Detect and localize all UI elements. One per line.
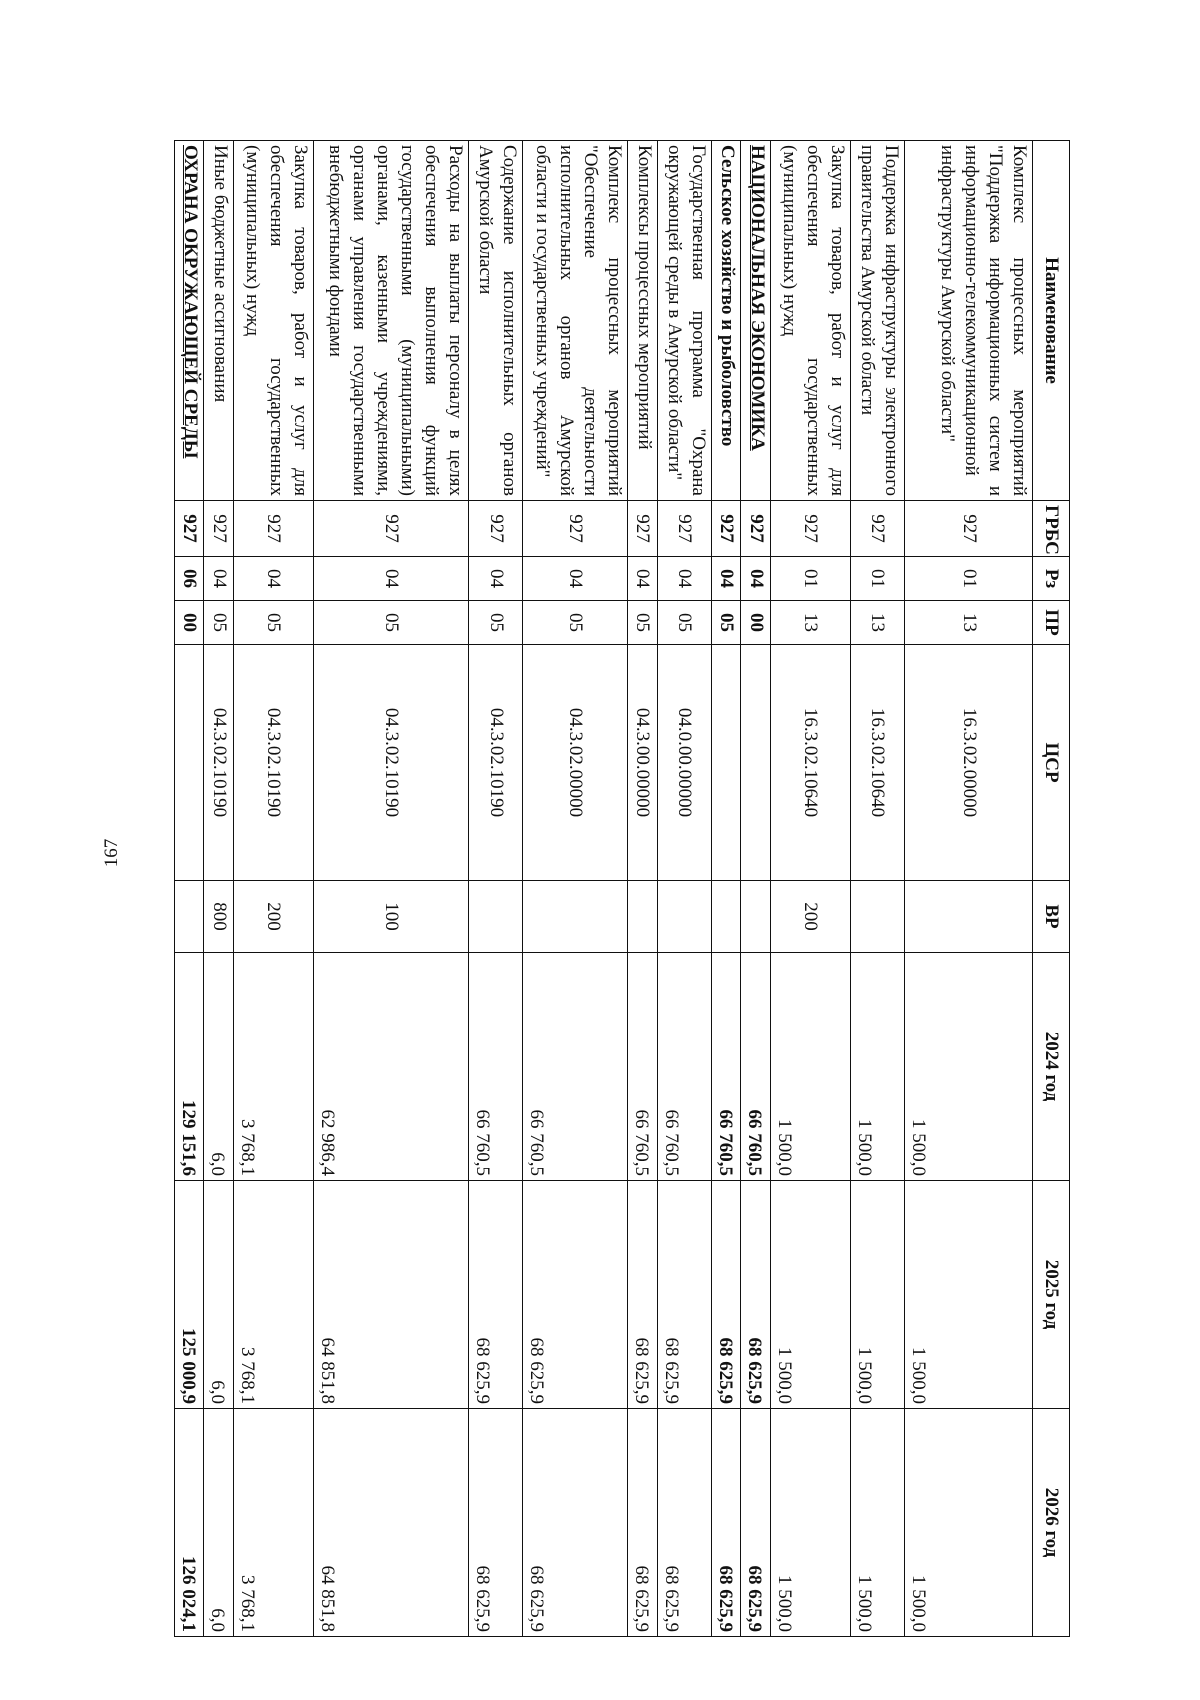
row-2026: 64 851,8 xyxy=(313,1409,468,1637)
row-2025: 68 625,9 xyxy=(657,1181,712,1409)
header-row xyxy=(1033,141,1070,1637)
row-2024: 129 151,6 xyxy=(175,953,205,1181)
row-rz: 01 xyxy=(905,557,1033,601)
row-pr: 05 xyxy=(628,601,657,645)
row-csr: 04.3.02.10190 xyxy=(468,645,523,881)
row-csr xyxy=(175,645,205,881)
row-2024: 1 500,0 xyxy=(905,953,1033,1181)
row-2026: 68 625,9 xyxy=(712,1409,741,1637)
table-row xyxy=(712,141,741,1637)
table-row xyxy=(523,141,628,1637)
row-grbs: 927 xyxy=(313,501,468,557)
row-pr: 05 xyxy=(204,601,233,645)
table-row xyxy=(905,141,1033,1637)
row-csr xyxy=(741,645,770,881)
header-2024: 2024 год xyxy=(1033,953,1070,1181)
row-grbs: 927 xyxy=(741,501,770,557)
row-rz: 04 xyxy=(712,557,741,601)
row-2024: 3 768,1 xyxy=(233,953,313,1181)
row-vr: 200 xyxy=(233,881,313,953)
row-pr: 13 xyxy=(850,601,905,645)
row-pr: 13 xyxy=(905,601,1033,645)
row-2025: 68 625,9 xyxy=(523,1181,628,1409)
row-name: Закупка товаров, работ и услуг для обеспечения государственных (муниципальных) нужд xyxy=(770,141,850,501)
row-csr: 04.3.00.00000 xyxy=(628,645,657,881)
table-row xyxy=(770,141,850,1637)
table-row xyxy=(204,141,233,1637)
row-csr: 16.3.02.10640 xyxy=(850,645,905,881)
row-2025: 3 768,1 xyxy=(233,1181,313,1409)
row-vr xyxy=(523,881,628,953)
row-name: Поддержка инфраструктуры электронного правительства Амурской области xyxy=(850,141,905,501)
row-2026: 3 768,1 xyxy=(233,1409,313,1637)
row-2024: 66 760,5 xyxy=(712,953,741,1181)
budget-table xyxy=(174,140,1070,1637)
row-name xyxy=(741,141,770,501)
row-2025: 68 625,9 xyxy=(628,1181,657,1409)
row-2026: 68 625,9 xyxy=(741,1409,770,1637)
budget-table-frame xyxy=(174,140,1070,1636)
header-csr: ЦСР xyxy=(1033,645,1070,881)
row-2026: 126 024,1 xyxy=(175,1409,205,1637)
row-vr: 100 xyxy=(313,881,468,953)
row-rz: 04 xyxy=(233,557,313,601)
row-grbs: 927 xyxy=(770,501,850,557)
row-2025: 68 625,9 xyxy=(741,1181,770,1409)
row-2026: 68 625,9 xyxy=(468,1409,523,1637)
row-grbs: 927 xyxy=(468,501,523,557)
row-vr xyxy=(712,881,741,953)
row-pr: 05 xyxy=(657,601,712,645)
row-vr xyxy=(628,881,657,953)
row-grbs: 927 xyxy=(850,501,905,557)
row-name: Комплекс процессных мероприятий "Обеспечение деятельности исполнительных органов Амурской области и государственных учреждений" xyxy=(523,141,628,501)
row-rz: 04 xyxy=(313,557,468,601)
row-2025: 64 851,8 xyxy=(313,1181,468,1409)
row-pr: 05 xyxy=(233,601,313,645)
row-csr: 16.3.02.00000 xyxy=(905,645,1033,881)
table-row xyxy=(850,141,905,1637)
row-2026: 68 625,9 xyxy=(657,1409,712,1637)
row-name: Комплексы процессных мероприятий xyxy=(628,141,657,501)
row-name: Комплекс процессных мероприятий "Поддержка информационных систем и информационно-телекоммуникационной инфраструктуры Амурской области" xyxy=(905,141,1033,501)
table-row xyxy=(175,141,205,1637)
table-row xyxy=(741,141,770,1637)
row-pr: 05 xyxy=(313,601,468,645)
row-2026: 1 500,0 xyxy=(770,1409,850,1637)
row-vr xyxy=(905,881,1033,953)
header-name: Наименование xyxy=(1033,141,1070,501)
row-rz: 01 xyxy=(850,557,905,601)
row-name-text: НАЦИОНАЛЬНАЯ ЭКОНОМИКА xyxy=(746,145,768,451)
row-2025: 125 000,9 xyxy=(175,1181,205,1409)
row-grbs: 927 xyxy=(523,501,628,557)
row-vr xyxy=(850,881,905,953)
row-csr xyxy=(712,645,741,881)
row-name-text: ОХРАНА ОКРУЖАЮЩЕЙ СРЕДЫ xyxy=(180,145,202,459)
row-pr: 00 xyxy=(175,601,205,645)
row-rz: 04 xyxy=(468,557,523,601)
row-pr: 05 xyxy=(468,601,523,645)
row-name: Содержание исполнительных органов Амурской области xyxy=(468,141,523,501)
table-row xyxy=(313,141,468,1637)
row-2026: 1 500,0 xyxy=(905,1409,1033,1637)
row-2025: 1 500,0 xyxy=(850,1181,905,1409)
row-2024: 66 760,5 xyxy=(468,953,523,1181)
row-csr: 04.3.02.10190 xyxy=(313,645,468,881)
row-vr: 800 xyxy=(204,881,233,953)
row-2025: 1 500,0 xyxy=(905,1181,1033,1409)
row-2024: 1 500,0 xyxy=(770,953,850,1181)
row-grbs: 927 xyxy=(233,501,313,557)
row-name: Расходы на выплаты персоналу в целях обеспечения выполнения функций государственными (муниципальными) органами, казенными учреждениями, органами управления государственными внебюджетными фондами xyxy=(313,141,468,501)
row-rz: 04 xyxy=(628,557,657,601)
header-grbs: ГРБС xyxy=(1033,501,1070,557)
row-vr: 200 xyxy=(770,881,850,953)
row-2024: 66 760,5 xyxy=(657,953,712,1181)
row-csr: 16.3.02.10640 xyxy=(770,645,850,881)
row-csr: 04.3.02.00000 xyxy=(523,645,628,881)
row-name: Закупка товаров, работ и услуг для обеспечения государственных (муниципальных) нужд xyxy=(233,141,313,501)
row-vr xyxy=(175,881,205,953)
row-csr: 04.3.02.10190 xyxy=(204,645,233,881)
row-pr: 00 xyxy=(741,601,770,645)
header-2026: 2026 год xyxy=(1033,1409,1070,1637)
row-2024: 66 760,5 xyxy=(628,953,657,1181)
row-grbs: 927 xyxy=(628,501,657,557)
row-rz: 04 xyxy=(741,557,770,601)
row-2024: 66 760,5 xyxy=(523,953,628,1181)
row-name: Иные бюджетные ассигнования xyxy=(204,141,233,501)
row-csr: 04.0.00.00000 xyxy=(657,645,712,881)
row-grbs: 927 xyxy=(905,501,1033,557)
row-vr xyxy=(657,881,712,953)
row-name: Сельское хозяйство и рыболовство xyxy=(712,141,741,501)
row-2025: 6,0 xyxy=(204,1181,233,1409)
table-row xyxy=(657,141,712,1637)
row-2024: 62 986,4 xyxy=(313,953,468,1181)
row-2024: 6,0 xyxy=(204,953,233,1181)
row-pr: 13 xyxy=(770,601,850,645)
row-rz: 04 xyxy=(523,557,628,601)
row-grbs: 927 xyxy=(657,501,712,557)
row-grbs: 927 xyxy=(175,501,205,557)
row-name: Государственная программа "Охрана окружающей среды в Амурской области" xyxy=(657,141,712,501)
table-row xyxy=(628,141,657,1637)
row-grbs: 927 xyxy=(204,501,233,557)
table-row xyxy=(468,141,523,1637)
table-row xyxy=(233,141,313,1637)
header-pr: ПР xyxy=(1033,601,1070,645)
row-rz: 04 xyxy=(204,557,233,601)
header-rz: Рз xyxy=(1033,557,1070,601)
row-2026: 68 625,9 xyxy=(523,1409,628,1637)
row-rz: 04 xyxy=(657,557,712,601)
header-2025: 2025 год xyxy=(1033,1181,1070,1409)
row-pr: 05 xyxy=(712,601,741,645)
row-2024: 1 500,0 xyxy=(850,953,905,1181)
row-vr xyxy=(741,881,770,953)
row-pr: 05 xyxy=(523,601,628,645)
page-number: 167 xyxy=(101,838,122,868)
row-2025: 1 500,0 xyxy=(770,1181,850,1409)
row-2026: 68 625,9 xyxy=(628,1409,657,1637)
row-2026: 1 500,0 xyxy=(850,1409,905,1637)
row-vr xyxy=(468,881,523,953)
header-vr: ВР xyxy=(1033,881,1070,953)
row-csr: 04.3.02.10190 xyxy=(233,645,313,881)
row-grbs: 927 xyxy=(712,501,741,557)
row-2026: 6,0 xyxy=(204,1409,233,1637)
row-2025: 68 625,9 xyxy=(712,1181,741,1409)
row-rz: 06 xyxy=(175,557,205,601)
row-name xyxy=(175,141,205,501)
row-rz: 01 xyxy=(770,557,850,601)
row-2025: 68 625,9 xyxy=(468,1181,523,1409)
row-2024: 66 760,5 xyxy=(741,953,770,1181)
